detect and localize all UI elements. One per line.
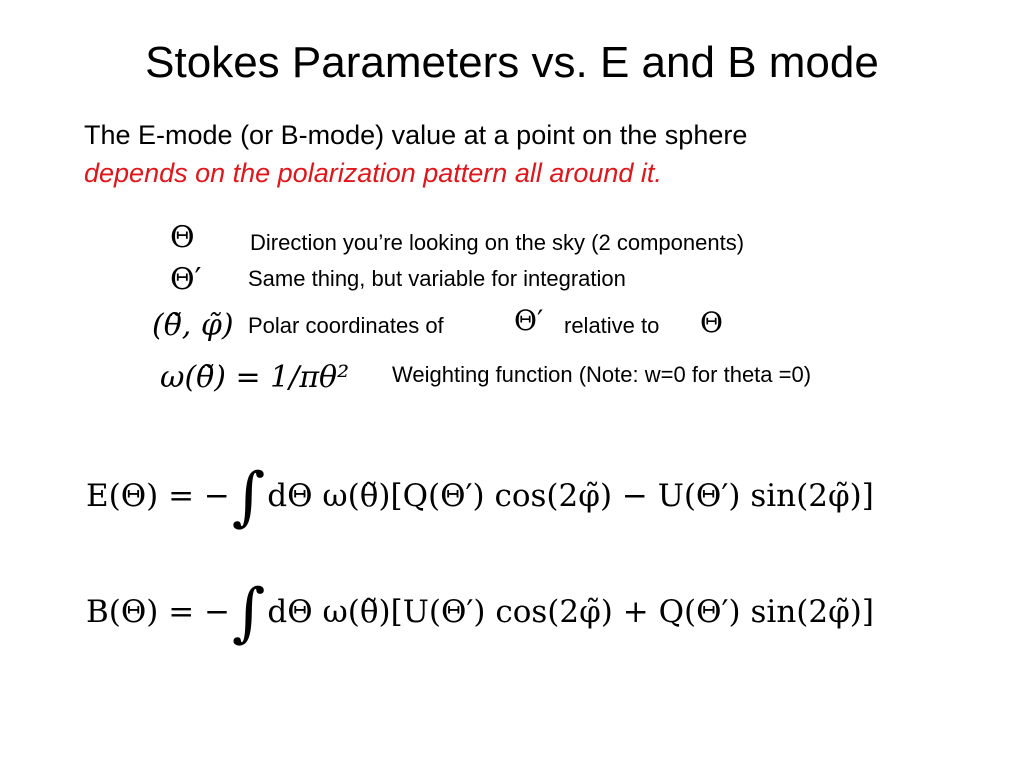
theta-symbol: Θ <box>170 220 195 255</box>
intro-text <box>84 116 747 192</box>
e-mode-lhs: E(Θ) = − <box>86 478 230 514</box>
theta-prime-description: Same thing, but variable for integration <box>248 266 626 291</box>
theta-prime-symbol: Θ′ <box>170 262 202 297</box>
relative-to-label: relative to <box>564 313 660 338</box>
slide-title: Stokes Parameters vs. E and B mode <box>145 38 879 87</box>
theta-prime-inline: Θ′ <box>514 304 544 337</box>
intro-line-1: The E-mode (or B-mode) value at a point on the sphere <box>84 120 748 150</box>
b-mode-lhs: B(Θ) = − <box>86 594 231 630</box>
e-mode-equation: E(Θ) = −∫dΘ ω(θ̃)[Q(Θ′) cos(2φ̃) − U(Θ′) sin(2φ̃)] <box>86 460 874 534</box>
weighting-function-formula: ω(θ̃) = 1/πθ² <box>160 360 350 395</box>
polar-coords-label: Polar coordinates of <box>248 313 444 338</box>
intro-line-2-emphasis: depends on the polarization pattern all around it. <box>84 158 662 188</box>
b-mode-equation: B(Θ) = −∫dΘ ω(θ̃)[U(Θ′) cos(2φ̃) + Q(Θ′) sin(2φ̃)] <box>86 576 874 650</box>
polar-coords-symbol: (θ̃, φ̃) <box>152 308 234 343</box>
e-mode-rhs: dΘ ω(θ̃)[Q(Θ′) cos(2φ̃) − U(Θ′) sin(2φ̃)] <box>267 478 874 514</box>
theta-inline: Θ <box>700 306 723 339</box>
theta-description: Direction you’re looking on the sky (2 components) <box>250 230 745 255</box>
b-mode-rhs: dΘ ω(θ̃)[U(Θ′) cos(2φ̃) + Q(Θ′) sin(2φ̃)] <box>267 594 874 630</box>
weighting-function-description: Weighting function (Note: w=0 for theta =0) <box>392 362 812 387</box>
